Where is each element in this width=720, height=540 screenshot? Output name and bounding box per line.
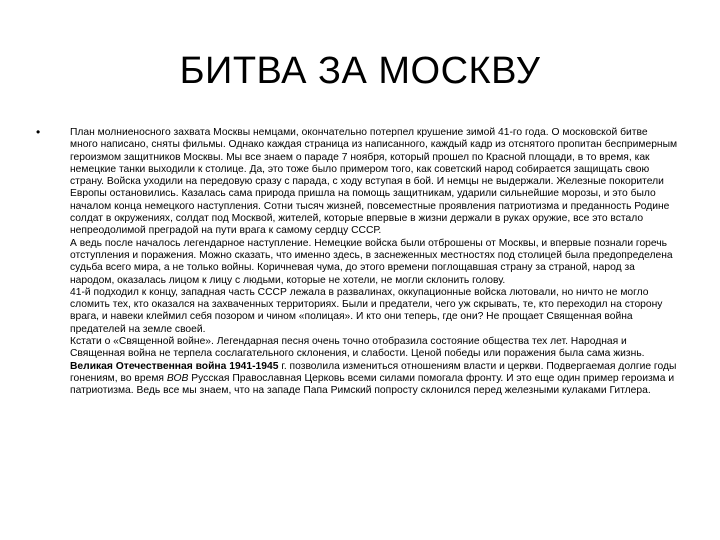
paragraph-5-text-b: Русская Православная Церковь всеми силами помогала фронту. И это еще один пример героизма и патриотизма. Ведь все мы знаем, что на западе Папа Римский попросту склонился перед железными кулаками Гитлера. xyxy=(70,372,675,397)
paragraph-2: А ведь после началось легендарное наступление. Немецкие войска были отброшены от Москвы, и впервые познали горечь отступления и поражения. Можно сказать, что именно здесь, в заснеженных местностях под столицей была предопределена судьба всего мира, а не только войны. Коричневая чума, до этого времени поглощавшая страну за страной, народ за народом, оказалась лицом к лицу с людьми, которые не хотели, не могли склонить голову. xyxy=(70,237,673,286)
bullet-marker: • xyxy=(36,125,41,139)
paragraph-5-text-a: г. позволила измениться отношениям власти и церкви. Подвергаемая долгие годы гонениям, во время xyxy=(70,360,677,384)
paragraph-1: План молниеносного захвата Москвы немцами, окончательно потерпел крушение зимой 41-го года. О московской битве много написано, сняты фильмы. Однако каждая страница из написанного, каждый кадр из отснятого пропитан беспримерным героизмом защитников Москвы. Мы все знаем о параде 7 ноября, который прошел по Красной площади, в то время, как немецкие танки выходили к столице. Да, это тоже было примером того, как советский народ собирается защищать свою страну. Войска уходили на передовую сразу с парада, с ходу вступая в бой. И немцы не выдержали. Железные покорители Европы остановились. Казалась сама природа пришла на помощь защитникам, ударили сильнейшие морозы, и это было началом конца немецкого наступления. Сотни тысяч жизней, повсеместные проявления патриотизма и преданность Родине солдат в окружениях, солдат под Москвой, жителей, которые впервые в жизни держали в руках оружие, все это встало непреодолимой преградой на пути врага к самому сердцу СССР. xyxy=(70,127,678,237)
italic-abbreviation: ВОВ xyxy=(166,372,189,384)
paragraph-4: Кстати о «Священной войне». Легендарная песня очень точно отобразила состояние общества тех лет. Народная и Священная война не терпела сослагательного склонения, и слабости. Ценой победы или поражения была сама жизнь. xyxy=(70,336,645,360)
paragraph-3: 41-й подходил к концу, западная часть СССР лежала в развалинах, оккупационные войска лютовали, но ничто не могло сломить тех, кто оказался на захваченных территориях. Были и предатели, чего уж скрывать, те, кто переходил на сторону врага, и навеки клеймил себя позором и чином «полицая». И кто они теперь, где они? Не прощает Священная война предателей на земле своей. xyxy=(70,286,663,335)
slide-title: БИТВА ЗА МОСКВУ xyxy=(179,50,541,92)
bold-phrase: Великая Отечественная война 1941-1945 xyxy=(70,360,279,372)
paragraph-5 xyxy=(70,361,678,398)
slide-body xyxy=(70,127,678,398)
